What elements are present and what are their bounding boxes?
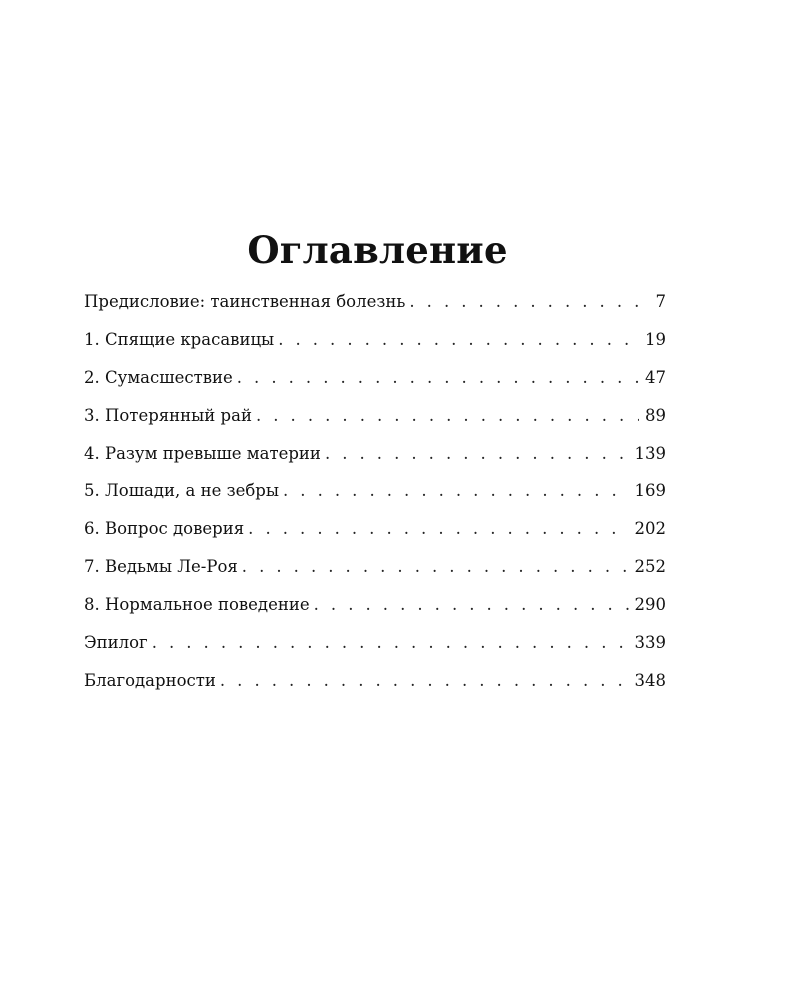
toc-entry-label: 8. Нормальное поведение — [84, 595, 310, 615]
toc-entry — [84, 436, 666, 474]
toc-dot-leader — [152, 625, 629, 661]
page-title: Оглавление — [247, 228, 508, 272]
toc-dot-leader — [237, 360, 639, 396]
toc-entry-label: 3. Потерянный рай — [84, 405, 252, 425]
toc-entry-page: 348 — [634, 670, 666, 690]
toc-entry — [84, 625, 666, 663]
toc-dot-leader — [256, 398, 639, 434]
toc-entry — [84, 360, 666, 398]
toc-entry-page: 89 — [645, 405, 666, 425]
toc-entry-label: Предисловие: таинственная болезнь — [84, 292, 406, 311]
toc-entry — [84, 587, 666, 625]
toc-entry-page: 7 — [655, 292, 666, 311]
toc-entry — [84, 322, 666, 360]
toc-entry — [84, 473, 666, 511]
toc-dot-leader — [409, 284, 649, 320]
toc-entry — [84, 511, 666, 549]
toc-entry-label: 4. Разум превыше материи — [84, 443, 321, 463]
toc-entry-label: 1. Спящие красавицы — [84, 329, 275, 349]
toc-dot-leader — [314, 587, 629, 623]
toc-entry-page: 47 — [645, 367, 666, 387]
toc-dot-leader — [325, 436, 629, 472]
toc-dot-leader — [283, 473, 629, 509]
toc-entry-page: 290 — [634, 595, 666, 615]
toc-entry-label: 2. Сумасшествие — [84, 367, 233, 387]
toc-entry-label: 6. Вопрос доверия — [84, 519, 245, 539]
toc-dot-leader — [248, 511, 628, 547]
toc-entry-page: 19 — [645, 329, 666, 349]
toc-entry — [84, 663, 666, 701]
toc-entry-page: 252 — [634, 557, 666, 577]
toc-entry-page: 169 — [634, 481, 666, 501]
toc-entry-label: Благодарности — [84, 670, 216, 690]
toc-entry-page: 339 — [634, 633, 666, 653]
toc-entry — [84, 549, 666, 587]
toc-entry-label: 7. Ведьмы Ле-Роя — [84, 557, 238, 577]
toc-entry-page: 202 — [634, 519, 666, 539]
toc-dot-leader — [220, 663, 629, 699]
toc-dot-leader — [242, 549, 629, 585]
toc-entry-label: 5. Лошади, а не зебры — [84, 481, 279, 501]
toc-entry-page: 139 — [634, 443, 666, 463]
toc-entry-label: Эпилог — [84, 633, 148, 653]
toc-entry — [84, 284, 666, 322]
toc-entry — [84, 398, 666, 436]
table-of-contents — [84, 284, 666, 701]
toc-dot-leader — [278, 322, 639, 358]
